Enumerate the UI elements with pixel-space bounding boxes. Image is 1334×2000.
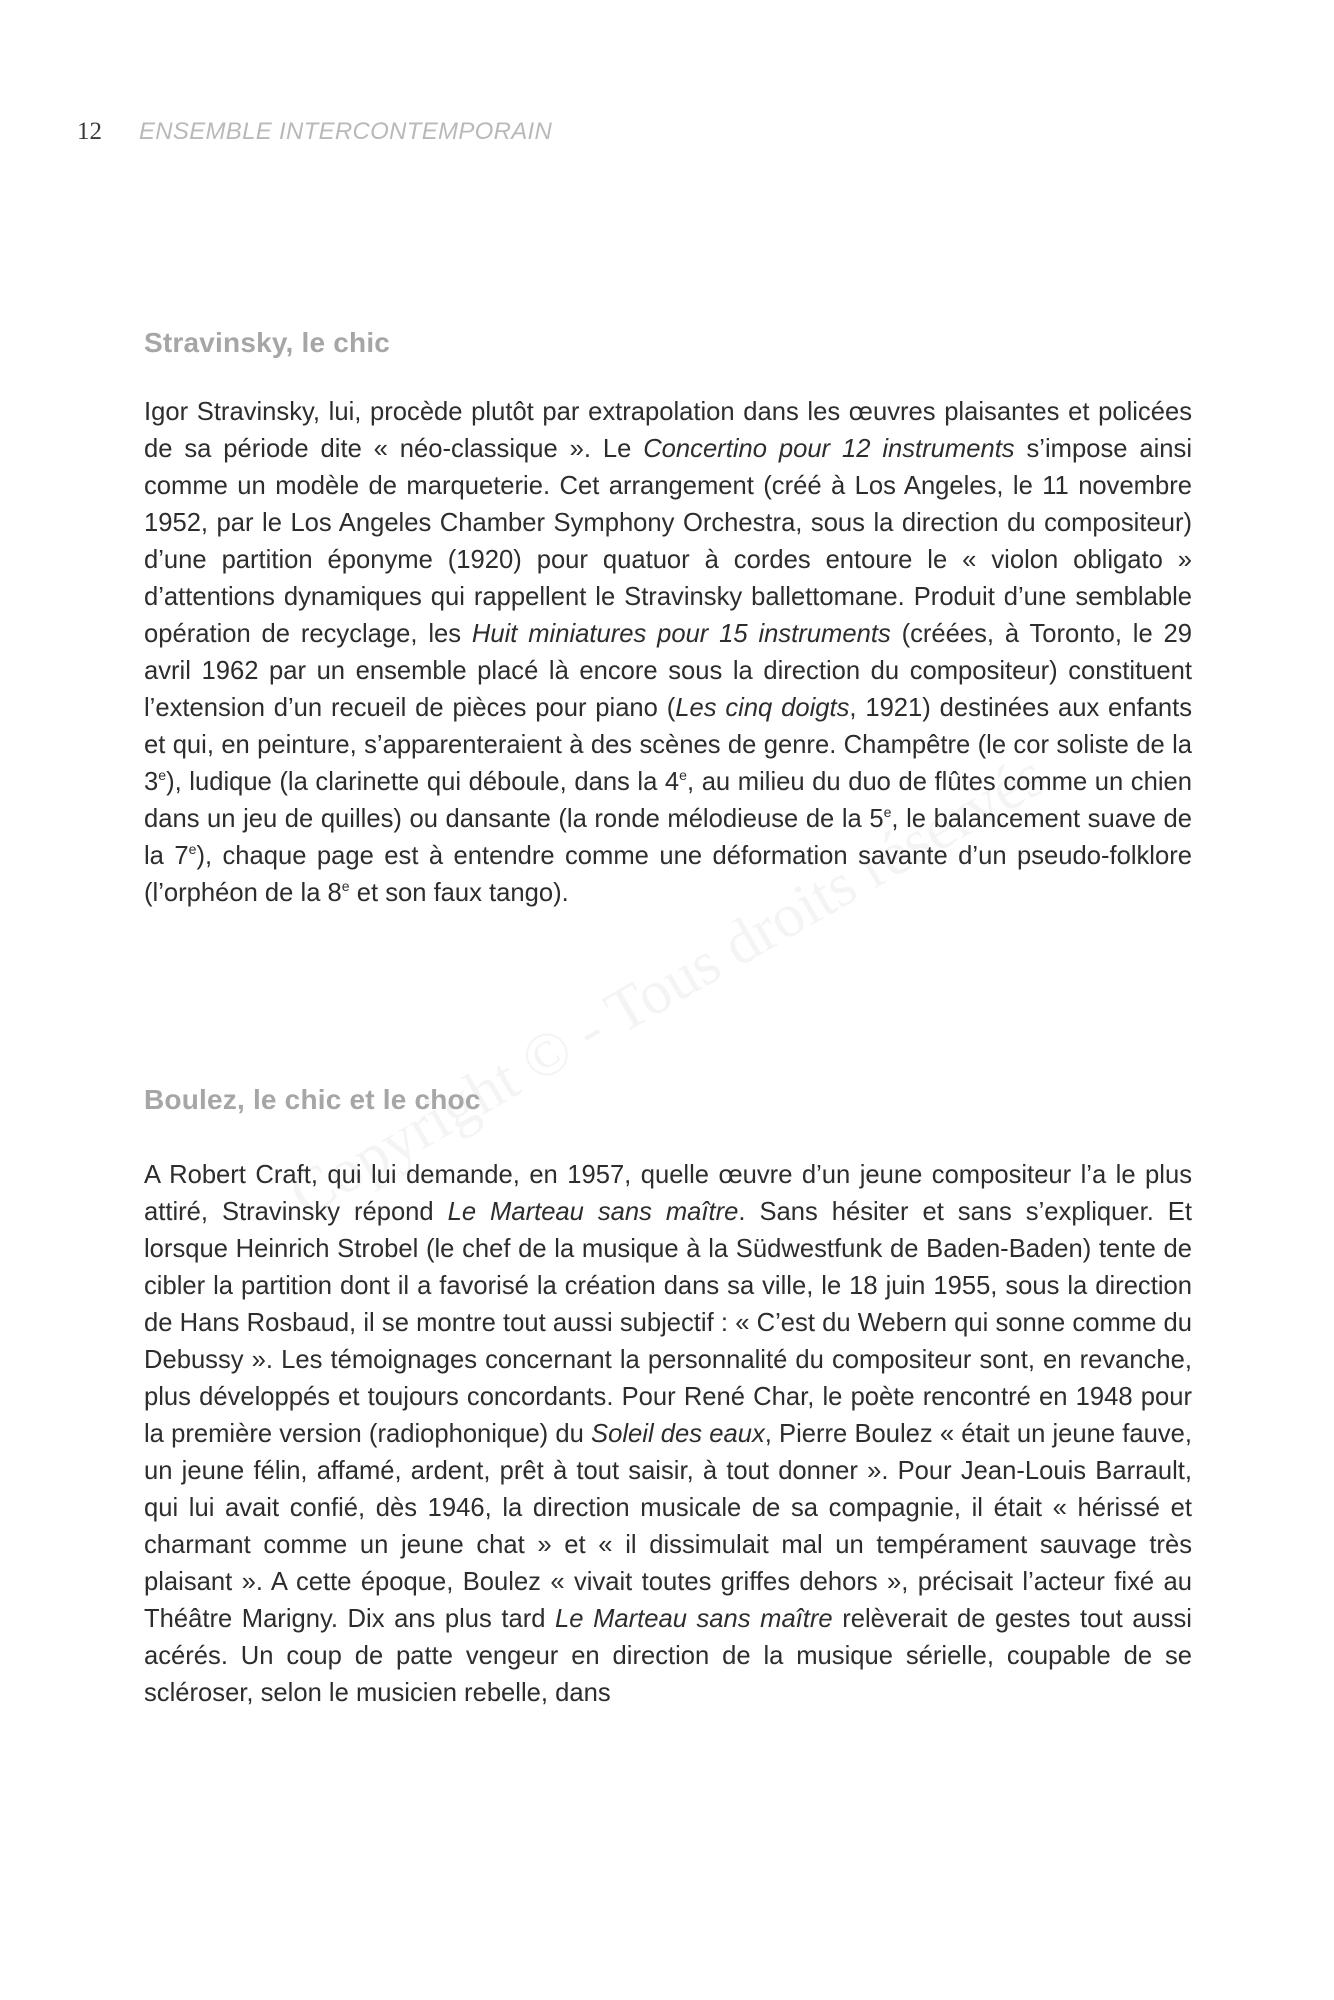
ordinal-superscript: e <box>679 767 688 784</box>
text-run: , au milieu du duo de flûtes comme un chien dans un jeu de quilles) ou dansante (la ronde mélodieuse de la 5 <box>144 768 1192 833</box>
work-title-italic: Le Marteau sans maître <box>447 1198 739 1226</box>
work-title-italic: Le Marteau sans maître <box>555 1605 833 1633</box>
text-run: s’impose ainsi comme un modèle de marqueterie. Cet arrangement (créé à Los Angeles, le 11 novembre 1952, par le Los Angeles Chamber Symphony Orchestra, sous la direction du compositeur) d’une partition éponyme (1920) pour quatuor à cordes entoure le « violon obligato » d’attentions dynamiques qui rappellent le Stravinsky ballettomane. Produit d’une semblable opération de recyclage, les <box>144 435 1193 648</box>
text-run: (créées, à Toronto, le 29 avril 1962 par un ensemble placé là encore sous la direction du compositeur) constituent l’extension d’un recueil de pièces pour piano ( <box>144 620 1192 722</box>
text-run: et son faux tango). <box>349 879 569 907</box>
work-title-italic: Concertino pour 12 instruments <box>643 435 1015 463</box>
text-run: Igor Stravinsky, lui, procède plutôt par extrapolation dans les œuvres plaisantes et policées de sa période dite « néo-classique ». Le <box>144 398 1192 463</box>
work-title-italic: Soleil des eaux <box>591 1420 765 1448</box>
section-heading-stravinsky: Stravinsky, le chic <box>144 327 391 358</box>
running-header <box>77 116 552 147</box>
ordinal-superscript: e <box>341 878 350 895</box>
work-title-italic: Huit miniatures pour 15 instruments <box>471 620 891 648</box>
text-run: ), ludique (la clarinette qui déboule, dans la 4 <box>166 768 680 796</box>
text-run: , le balancement suave de la 7 <box>144 805 1193 870</box>
text-run: , 1921) destinées aux enfants et qui, en peinture, s’apparenteraient à des scènes de genre. Champêtre (le cor soliste de la 3 <box>144 694 1193 796</box>
body-paragraph-boulez <box>144 1157 1192 1712</box>
text-run: . Sans hésiter et sans s’expliquer. Et lorsque Heinrich Strobel (le chef de la musique à la Südwestfunk de Baden-Baden) tente de cibler la partition dont il a favorisé la création dans sa ville, le 18 juin 1955, sous la direction de Hans Rosbaud, il se montre tout aussi subjectif : « C’est du Webern qui sonne comme du Debussy ». Les témoignages concernant la personnalité du compositeur sont, en revanche, plus développés et toujours concordants. Pour René Char, le poète rencontré en 1948 pour la première version (radiophonique) du <box>144 1198 1192 1448</box>
body-paragraph-stravinsky <box>144 394 1192 912</box>
section-heading-boulez: Boulez, le chic et le choc <box>144 1084 481 1115</box>
text-run: ), chaque page est à entendre comme une déformation savante d’un pseudo-folklore (l’orphéon de la 8 <box>144 842 1192 907</box>
ordinal-superscript: e <box>188 841 197 858</box>
page-number: 12 <box>77 118 102 145</box>
text-run: , Pierre Boulez « était un jeune fauve, un jeune félin, affamé, ardent, prêt à tout saisir, à tout donner ». Pour Jean-Louis Barrault, qui lui avait confié, dès 1946, la direction musicale de sa compagnie, il était « hérissé et charmant comme un jeune chat » et « il dissimulait mal un tempérament sauvage très plaisant ». A cette époque, Boulez « vivait toutes griffes dehors », précisait l’acteur fixé au Théâtre Marigny. Dix ans plus tard <box>144 1420 1192 1633</box>
ordinal-superscript: e <box>158 767 167 784</box>
work-title-italic: Les cinq doigts <box>675 694 850 722</box>
text-run: relèverait de gestes tout aussi acérés. Un coup de patte vengeur en direction de la musique sérielle, coupable de se scléroser, selon le musicien rebelle, dans <box>144 1605 1192 1707</box>
publication-name: ENSEMBLE INTERCONTEMPORAIN <box>138 118 553 145</box>
text-run: A Robert Craft, qui lui demande, en 1957, quelle œuvre d’un jeune compositeur l’a le plus attiré, Stravinsky répond <box>144 1161 1192 1226</box>
ordinal-superscript: e <box>883 804 892 821</box>
